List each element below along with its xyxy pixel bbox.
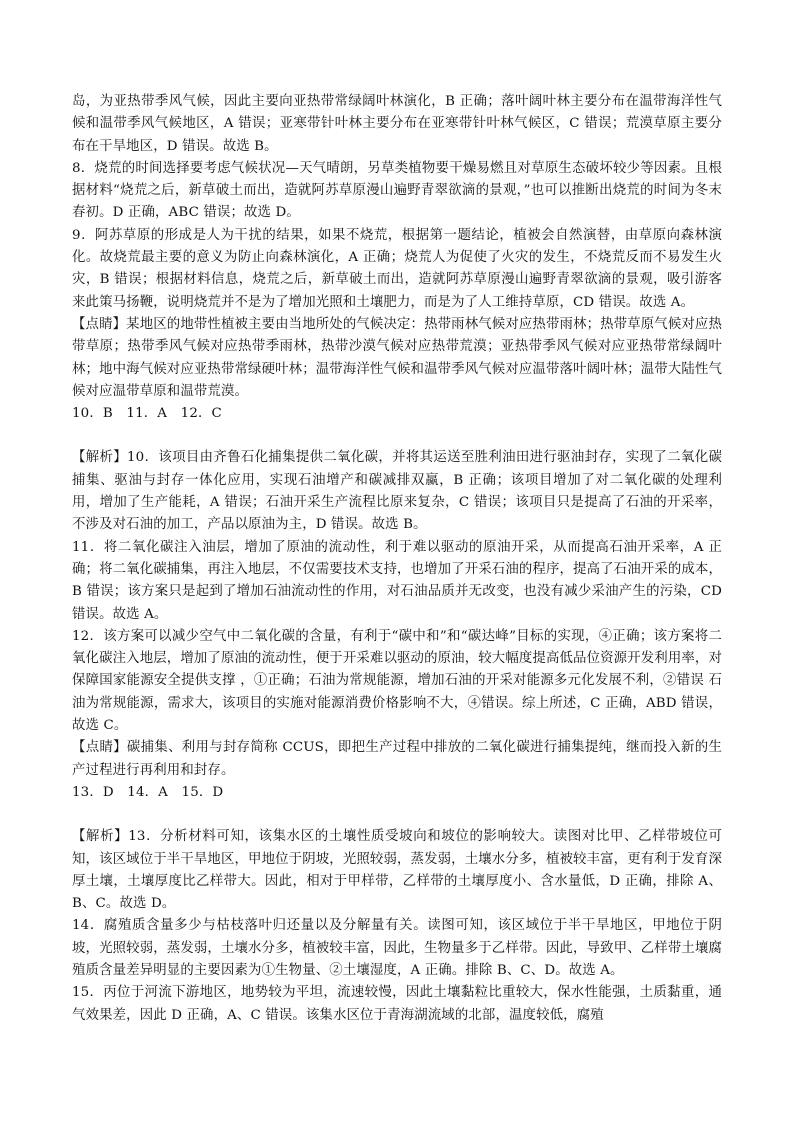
paragraph-q12: 12．该方案可以减少空气中二氧化碳的含量，有利于“碳中和”和“碳达峰”目标的实现，④正确；该方案将二氧化碳注入地层，增加了原油的流动性，便于开采难以驱动的原油，较大幅度提高低品位资源开发利用率，对保障国家能源安全提供支撑 ，①正确；石油为常规能源，增加石油的开采对能源多元化发展不利，②错误 石油为常规能源，需求大，该项目的实施对能源消费价格影响不大，④错误。综上所述，C 正确，ABD 错误，故选 C。: [72, 628, 722, 734]
paragraph-tip-2: 【点睛】碳捕集、利用与封存简称 CCUS，即把生产过程中排放的二氧化碳进行捕集提纯，继而投入新的生产过程进行再利用和封存。: [72, 740, 722, 778]
paragraph-q7-continuation: 岛，为亚热带季风气候，因此主要向亚热带常绿阔叶林演化，B 正确；落叶阔叶林主要分布在温带海洋性气候和温带季风气候地区，A 错误；亚寒带针叶林主要分布在亚寒带针叶林气候区，C 错误；荒漠草原主要分布在干旱地区，D 错误。故选 B。: [72, 94, 722, 154]
answers-10-12: 10．B 11．A 12．C: [72, 406, 222, 422]
paragraph-q11: 11．将二氧化碳注入油层，增加了原油的流动性，利于难以驱动的原油开采，从而提高石油开采率，A 正确；将二氧化碳捕集，再注入地层，不仅需要技术支持，也增加了开采石油的程序，提高了石油开采的成本，B 错误；该方案只是起到了增加石油流动性的作用，对石油品质并无改变，也没有减少采油产生的污染，CD 错误。故选 A。: [72, 539, 722, 622]
paragraph-q15: 15．丙位于河流下游地区，地势较为平坦，流速较慢，因此土壤黏粒比重较大，保水性能强，土质黏重，通气效果差，因此 D 正确，A、C 错误。该集水区位于青海湖流域的北部，温度较低，腐殖: [72, 985, 722, 1023]
paragraph-q8: 8．烧荒的时间选择要考虑气候状况—天气晴朗，另草类植物要干燥易燃且对草原生态破坏较少等因素。且根据材料“烧荒之后，新草破土而出，造就阿苏草原漫山遍野青翠欲滴的景观，”也可以推断出烧荒的时间为冬末春初。D 正确，ABC 错误；故选 D。: [72, 160, 722, 221]
paragraph-q14: 14．腐殖质含量多少与枯枝落叶归还量以及分解量有关。读图可知，该区域位于半干旱地区，甲地位于阴坡，光照较弱，蒸发弱，土壤水分多，植被较丰富，因此，生物量多于乙样带。因此，导致甲、乙样带土壤腐殖质含量差异明显的主要因素为①生物量、②土壤湿度，A 正确。排除 B、C、D。故选 A。: [72, 918, 722, 978]
paragraph-q9: 9．阿苏草原的形成是人为干扰的结果，如果不烧荒，根据第一题结论，植被会自然演替，由草原向森林演化。故烧荒最主要的意义为防止向森林演化，A 正确；烧荒人为促使了火灾的发生，不烧荒反而不易发生火灾，B 错误；根据材料信息，烧荒之后，新草破土而出，造就阿苏草原漫山遍野青翠欲滴的景观，吸引游客来此策马扬鞭，说明烧荒并不是为了增加光照和土壤肥力，而是为了人工维持草原，CD 错误。故选 A。: [72, 227, 722, 310]
paragraph-tip-1: 【点睛】某地区的地带性植被主要由当地所处的气候决定：热带雨林气候对应热带雨林；热带草原气候对应热带草原；热带季风气候对应热带季雨林，热带沙漠气候对应热带荒漠；亚热带季风气候对应亚热带常绿阔叶林；地中海气候对应亚热带常绿硬叶林；温带海洋性气候和温带季风气候对应温带落叶阔叶林；温带大陆性气候对应温带草原和温带荒漠。: [72, 316, 722, 399]
blank-line: [72, 804, 722, 826]
answers-13-15: 13．D 14．A 15．D: [72, 784, 224, 800]
document-page: [72, 91, 722, 1027]
blank-line: [72, 425, 722, 447]
paragraph-analysis-q13: 【解析】13．分析材料可知，该集水区的土壤性质受坡向和坡位的影响较大。读图对比甲、乙样带坡位可知，该区域位于半干旱地区，甲地位于阴坡，光照较弱，蒸发弱，土壤水分多，植被较丰富，更有利于发育深厚土壤，土壤厚度比乙样带大。因此，相对于甲样带，乙样带的土壤厚度小、含水量低，D 正确，排除 A、B、C。故选 D。: [72, 829, 722, 912]
paragraph-analysis-q10: 【解析】10．该项目由齐鲁石化捕集提供二氧化碳，并将其运送至胜利油田进行驱油封存，实现了二氧化碳捕集、驱油与封存一体化应用，实现石油增产和碳减排双赢，B 正确；该项目增加了对二氧化碳的处理利用，增加了生产能耗，A 错误；石油开采生产流程比原来复杂，C 错误；该项目只是提高了石油的开采率，不涉及对石油的加工，产品以原油为主，D 错误。故选 B。: [72, 450, 722, 533]
